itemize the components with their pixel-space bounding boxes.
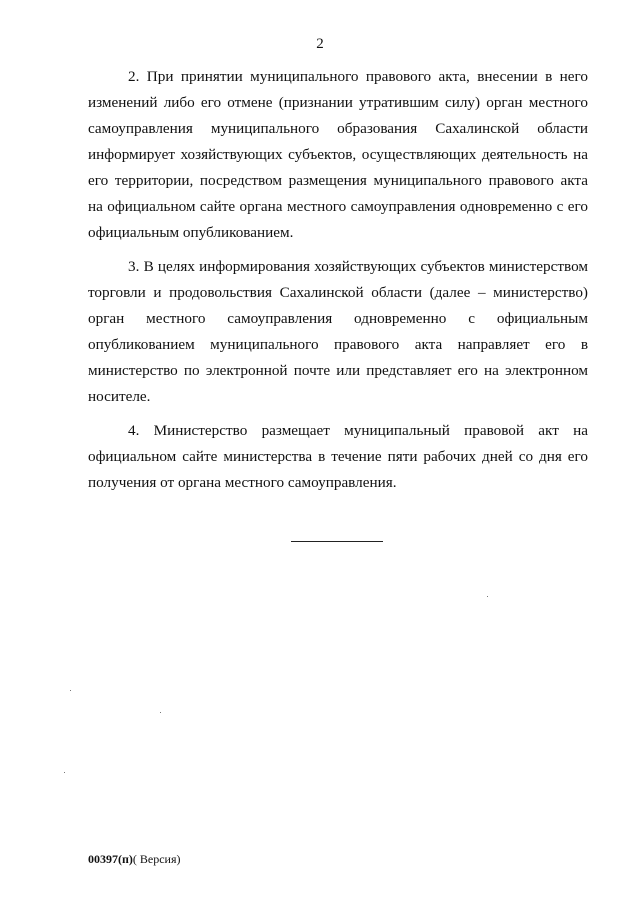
- scan-speck: [70, 690, 71, 691]
- scan-speck: [487, 596, 488, 597]
- document-version: ( Версия): [132, 852, 181, 866]
- document-code: [88, 852, 181, 867]
- document-code-number: 00397(п): [88, 852, 133, 866]
- paragraph-4: 4. Министерство размещает муниципальный правовой акт на официальном сайте министерства в течение пяти рабочих дней со дня его получения от органа местного самоуправления.: [88, 422, 588, 491]
- paragraph-3: 3. В целях информирования хозяйствующих субъектов министерством торговли и продовольствия Сахалинской области (далее – министерство) орган местного самоуправления одновременно с официальным опубликованием муниципального правового акта направляет его в министерство по электронной почте или представляет его на электронном носителе.: [88, 258, 588, 405]
- page-number: 2: [316, 36, 324, 52]
- scan-speck: [64, 772, 65, 773]
- end-of-text-divider: [291, 541, 383, 542]
- paragraph-2: 2. При принятии муниципального правового акта, внесении в него изменений либо его отмене (признании утратившим силу) орган местного самоуправления муниципального образования Сахалинской области информирует хозяйствующих субъектов, осуществляющих деятельность на его территории, посредством размещения муниципального правового акта на официальном сайте органа местного самоуправления одновременно с его официальным опубликованием.: [88, 68, 588, 241]
- document-body: [88, 64, 588, 504]
- scan-speck: [160, 712, 161, 713]
